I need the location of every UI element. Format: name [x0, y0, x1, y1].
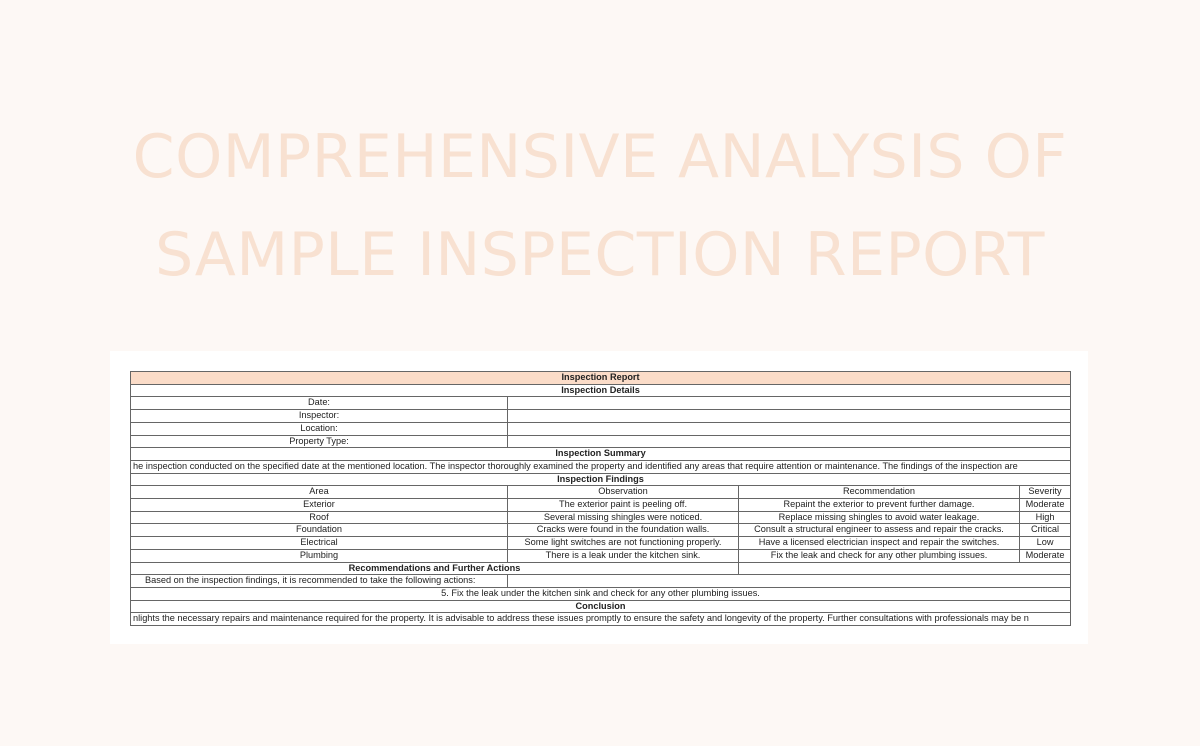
spreadsheet-preview: [110, 351, 1088, 644]
conclusion-heading-row: [131, 600, 1071, 613]
finding-severity: Moderate: [1020, 549, 1071, 562]
page-title: [0, 108, 1200, 304]
detail-row: [131, 410, 1071, 423]
summary-text: he inspection conducted on the specified date at the mentioned location. The inspector thoroughly examined the property and identified any areas that require attention or maintenance. The findings of the inspection are: [131, 460, 1071, 473]
report-title-row: [131, 372, 1071, 385]
finding-severity: Critical: [1020, 524, 1071, 537]
detail-label: Inspector:: [131, 410, 508, 423]
finding-area: Electrical: [131, 537, 508, 550]
detail-value[interactable]: [508, 422, 1071, 435]
table-row: [131, 511, 1071, 524]
column-header-severity: Severity: [1020, 486, 1071, 499]
finding-severity: Low: [1020, 537, 1071, 550]
summary-heading: Inspection Summary: [131, 448, 1071, 461]
finding-recommendation: Fix the leak and check for any other plumbing issues.: [739, 549, 1020, 562]
detail-label: Property Type:: [131, 435, 508, 448]
finding-area: Foundation: [131, 524, 508, 537]
detail-label: Location:: [131, 422, 508, 435]
column-header-area: Area: [131, 486, 508, 499]
finding-area: Roof: [131, 511, 508, 524]
detail-row: [131, 435, 1071, 448]
finding-recommendation: Have a licensed electrician inspect and repair the switches.: [739, 537, 1020, 550]
findings-heading-row: [131, 473, 1071, 486]
table-row: [131, 524, 1071, 537]
recommendations-intro: Based on the inspection findings, it is recommended to take the following actions:: [131, 575, 508, 588]
column-header-observation: Observation: [508, 486, 739, 499]
finding-observation: Cracks were found in the foundation walls.: [508, 524, 739, 537]
column-header-recommendation: Recommendation: [739, 486, 1020, 499]
finding-severity: Moderate: [1020, 499, 1071, 512]
empty-cell: [508, 575, 1071, 588]
finding-observation: Some light switches are not functioning properly.: [508, 537, 739, 550]
detail-value[interactable]: [508, 397, 1071, 410]
recommendations-item: 5. Fix the leak under the kitchen sink and check for any other plumbing issues.: [131, 587, 1071, 600]
conclusion-text-row: [131, 613, 1071, 626]
detail-row: [131, 397, 1071, 410]
finding-recommendation: Replace missing shingles to avoid water leakage.: [739, 511, 1020, 524]
finding-recommendation: Consult a structural engineer to assess and repair the cracks.: [739, 524, 1020, 537]
finding-area: Plumbing: [131, 549, 508, 562]
summary-text-row: [131, 460, 1071, 473]
recommendations-heading-row: [131, 562, 1071, 575]
recommendations-heading: Recommendations and Further Actions: [131, 562, 739, 575]
finding-area: Exterior: [131, 499, 508, 512]
finding-observation: There is a leak under the kitchen sink.: [508, 549, 739, 562]
table-row: [131, 549, 1071, 562]
finding-severity: High: [1020, 511, 1071, 524]
finding-observation: The exterior paint is peeling off.: [508, 499, 739, 512]
inspection-report-table: [130, 371, 1071, 626]
title-line-2: SAMPLE INSPECTION REPORT: [155, 220, 1045, 290]
findings-header-row: [131, 486, 1071, 499]
table-row: [131, 499, 1071, 512]
conclusion-text: nlights the necessary repairs and maintenance required for the property. It is advisable to address these issues promptly to ensure the safety and longevity of the property. Further consultations with professionals may be n: [131, 613, 1071, 626]
finding-recommendation: Repaint the exterior to prevent further damage.: [739, 499, 1020, 512]
table-row: [131, 537, 1071, 550]
finding-observation: Several missing shingles were noticed.: [508, 511, 739, 524]
findings-heading: Inspection Findings: [131, 473, 1071, 486]
empty-cell: [739, 562, 1071, 575]
details-heading: Inspection Details: [131, 384, 1071, 397]
recommendations-item-row: [131, 587, 1071, 600]
recommendations-intro-row: [131, 575, 1071, 588]
detail-row: [131, 422, 1071, 435]
detail-value[interactable]: [508, 435, 1071, 448]
conclusion-heading: Conclusion: [131, 600, 1071, 613]
details-heading-row: [131, 384, 1071, 397]
summary-heading-row: [131, 448, 1071, 461]
report-title: Inspection Report: [131, 372, 1071, 385]
detail-label: Date:: [131, 397, 508, 410]
detail-value[interactable]: [508, 410, 1071, 423]
title-line-1: COMPREHENSIVE ANALYSIS OF: [132, 122, 1068, 192]
